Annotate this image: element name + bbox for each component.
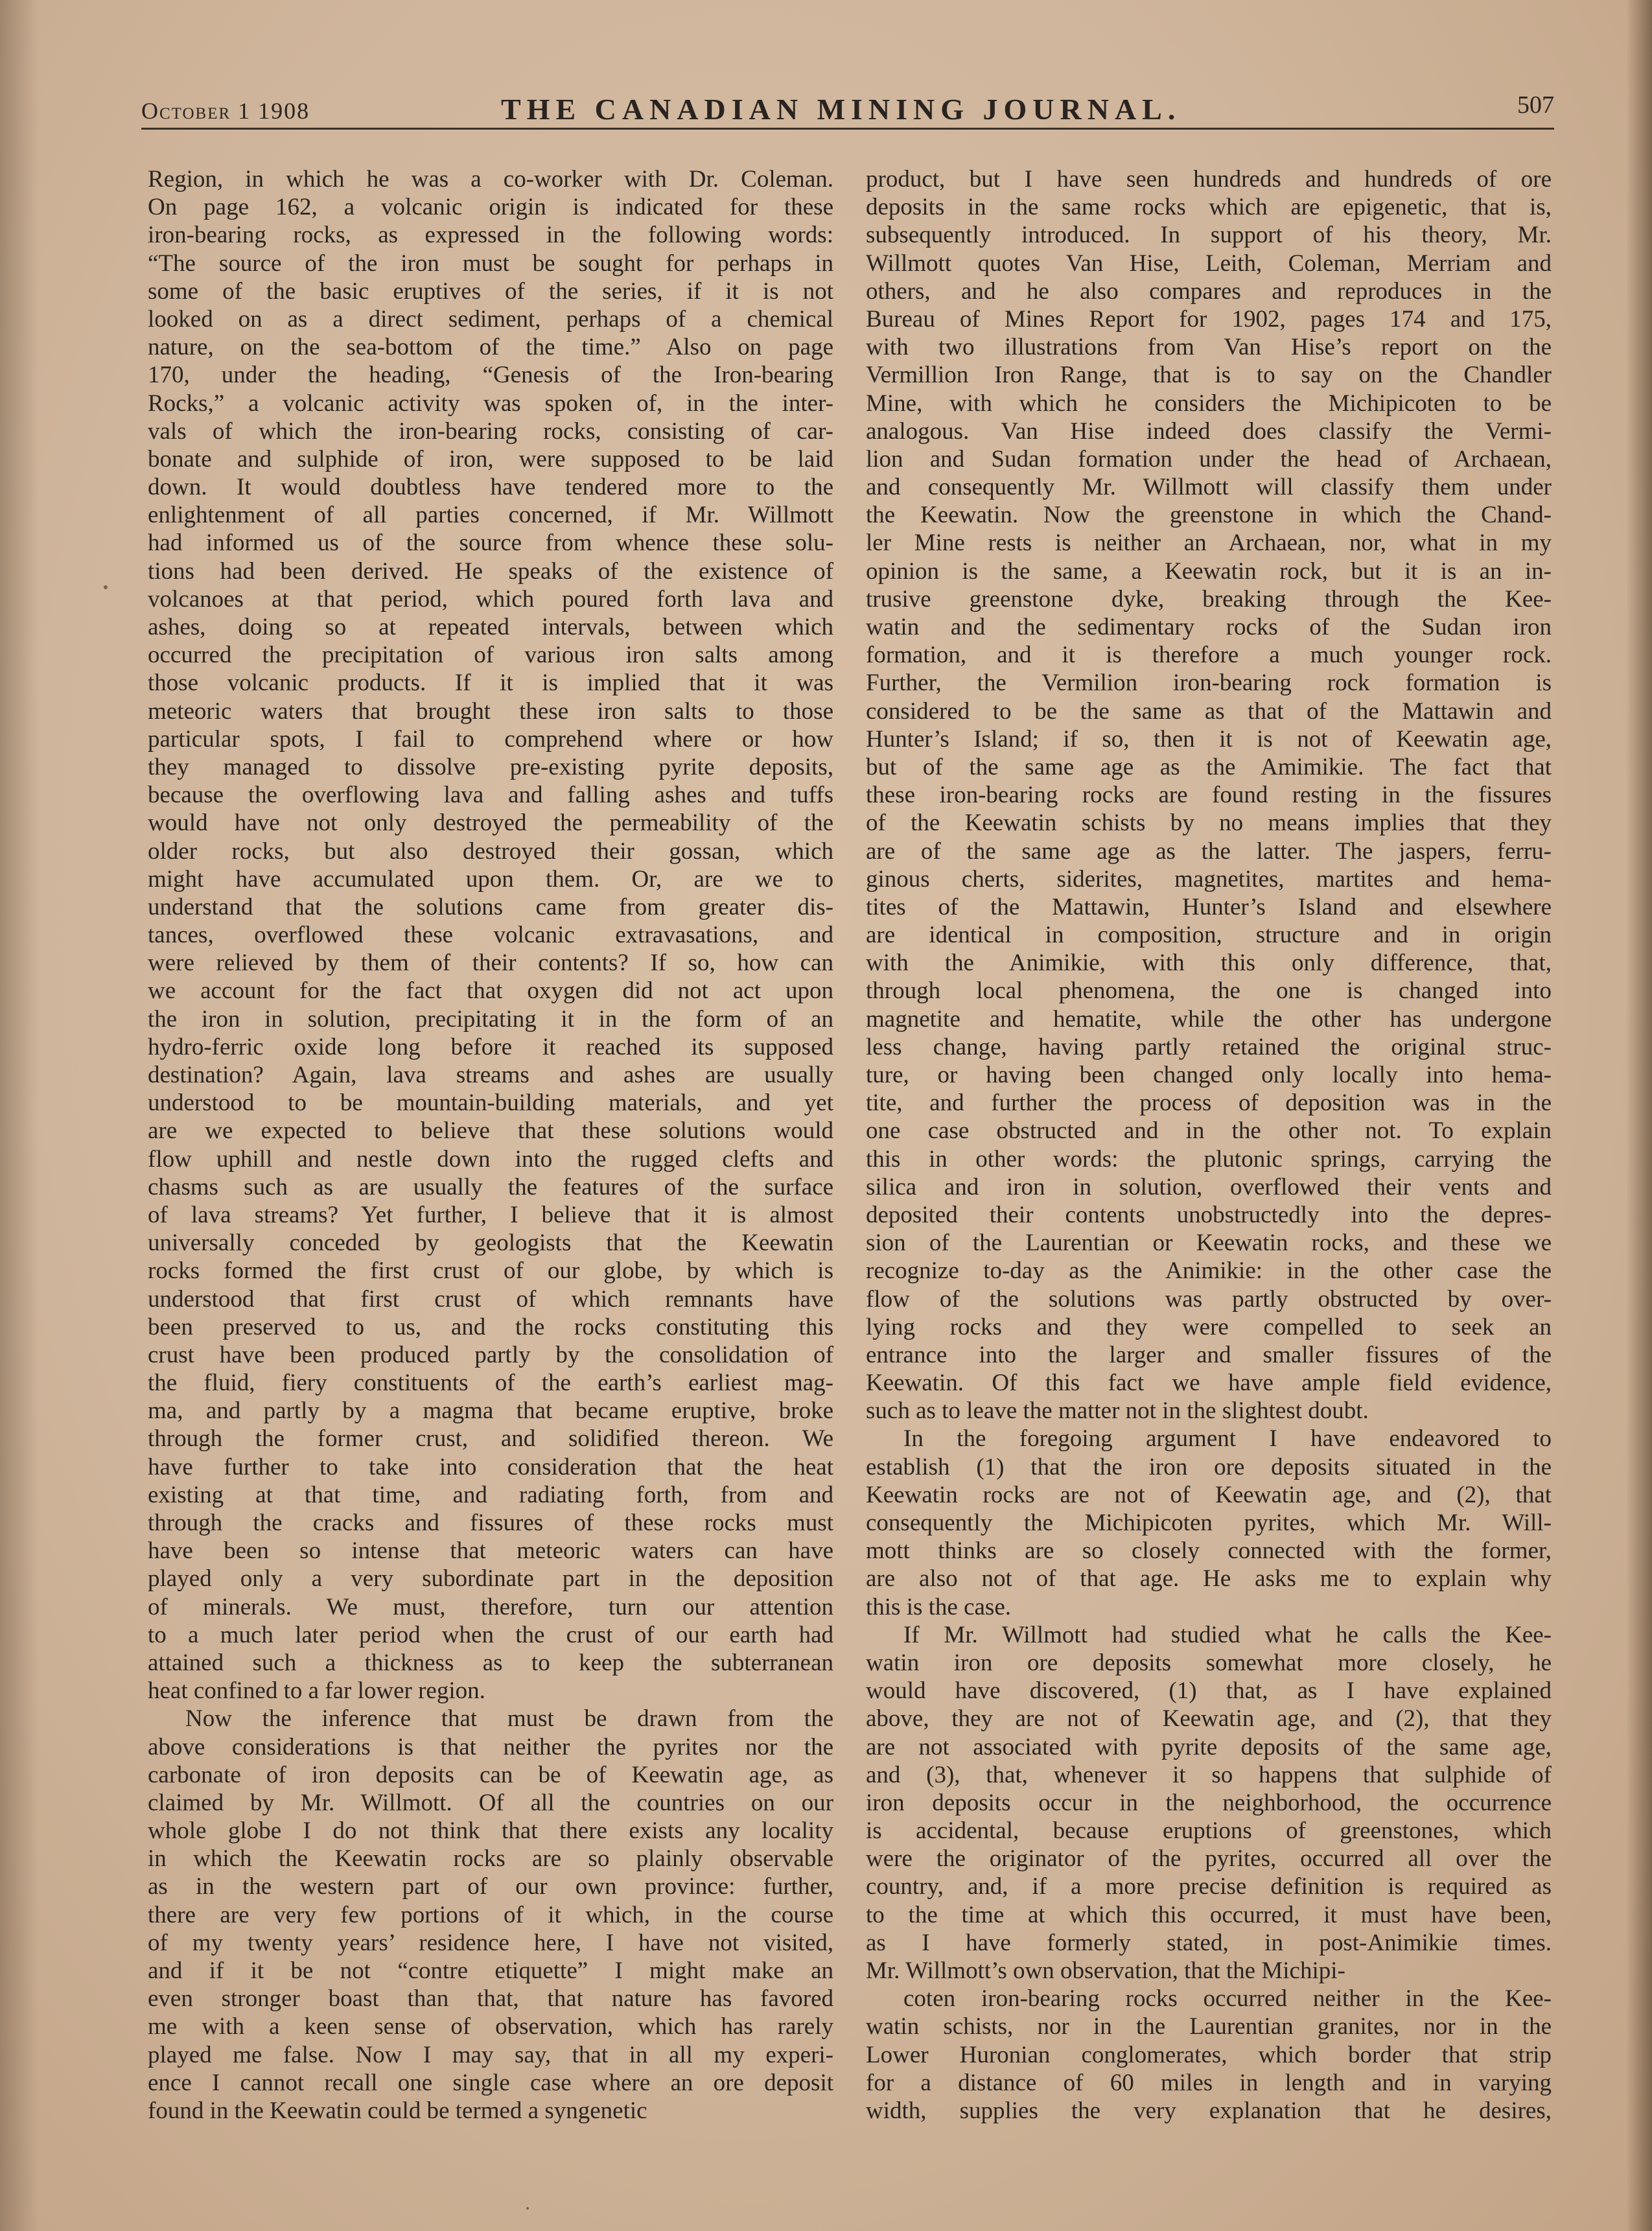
text-line: watin iron ore deposits somewhat more closely, he [866, 1649, 1552, 1676]
text-line: Lower Huronian conglomerates, which border that strip [866, 2041, 1552, 2068]
text-line: coten iron-bearing rocks occurred neither in the Kee- [903, 1985, 1552, 2013]
text-line: meteoric waters that brought these iron salts to those [148, 697, 833, 725]
text-line: Hunter’s Island; if so, then it is not of Keewatin age, [866, 725, 1552, 753]
text-line: others, and he also compares and reproduces in the [866, 277, 1552, 305]
text-line: width, supplies the very explanation that he desires, [866, 2097, 1552, 2124]
header-date: October 1 1908 [141, 98, 310, 124]
text-line: ler Mine rests is neither an Archaean, nor, what in my [866, 530, 1552, 557]
text-line: understand that the solutions came from greater dis- [148, 893, 833, 920]
text-line: Vermillion Iron Range, that is to say on the Chandler [866, 362, 1552, 389]
text-line: particular spots, I fail to comprehend where or how [148, 725, 833, 753]
text-line: heat confined to a far lower region. [148, 1677, 485, 1705]
text-line: to a much later period when the crust of our earth had [148, 1621, 833, 1648]
text-line: is accidental, because eruptions of greenstones, which [866, 1817, 1552, 1845]
text-line: ma, and partly by a magma that became eruptive, broke [148, 1397, 833, 1425]
text-line: “The source of the iron must be sought for perhaps in [148, 250, 833, 277]
text-line: these iron-bearing rocks are found resting in the fissures [866, 782, 1552, 809]
text-line: deposits in the same rocks which are epigenetic, that is, [866, 194, 1552, 221]
text-line: iron-bearing rocks, as expressed in the following words: [148, 222, 833, 249]
text-line: entrance into the larger and smaller fissures of the [866, 1341, 1552, 1368]
text-line: country, and, if a more precise definition is required as [866, 1873, 1552, 1900]
text-line: ashes, doing so at repeated intervals, between which [148, 614, 833, 640]
text-line: flow of the solutions was partly obstructed by over- [866, 1285, 1552, 1313]
page-number: 507 [1517, 91, 1554, 119]
text-line: lying rocks and they were compelled to seek an [866, 1313, 1552, 1340]
text-line: have been so intense that meteoric waters can have [148, 1537, 833, 1565]
text-line: through local phenomena, the one is changed into [866, 977, 1552, 1005]
text-line: are not associated with pyrite deposits of the same age, [866, 1733, 1552, 1760]
text-line: occurred the precipitation of various iron salts among [148, 642, 833, 669]
text-line: were the originator of the pyrites, occurred all over the [866, 1845, 1552, 1873]
right-text-column [866, 165, 1552, 2125]
text-line: vals of which the iron-bearing rocks, consisting of car- [148, 417, 833, 445]
text-line: tances, overflowed these volcanic extravasations, and [148, 922, 833, 949]
text-line: If Mr. Willmott had studied what he calls the Kee- [903, 1621, 1552, 1648]
left-text-column [148, 165, 833, 2125]
text-line: of my twenty years’ residence here, I have not visited, [148, 1929, 833, 1956]
text-line: flow uphill and nestle down into the rugged clefts and [148, 1145, 833, 1173]
text-line: consequently the Michipicoten pyrites, which Mr. Will- [866, 1510, 1552, 1536]
text-line: claimed by Mr. Willmott. Of all the countries on our [148, 1789, 833, 1816]
text-line: are we expected to believe that these solutions would [148, 1117, 833, 1145]
text-line: been preserved to us, and the rocks constituting this [148, 1313, 833, 1340]
text-line: down. It would doubtless have tendered more to the [148, 474, 833, 501]
text-line: as I have formerly stated, in post-Animikie times. [866, 1929, 1552, 1956]
text-line: such as to leave the matter not in the slightest doubt. [866, 1397, 1369, 1425]
text-line: magnetite and hematite, while the other has undergone [866, 1005, 1552, 1033]
text-line: Willmott quotes Van Hise, Leith, Coleman, Merriam and [866, 250, 1552, 277]
print-speck [104, 585, 108, 589]
text-line: Further, the Vermilion iron-bearing rock formation is [866, 670, 1552, 697]
text-line: establish (1) that the iron ore deposits situated in the [866, 1453, 1552, 1480]
text-line: this is the case. [866, 1593, 1012, 1620]
text-line: would have not only destroyed the permeability of the [148, 810, 833, 837]
text-line: existing at that time, and radiating forth, from and [148, 1481, 833, 1508]
text-line: mott thinks are so closely connected with the former, [866, 1537, 1552, 1565]
text-line: volcanoes at that period, which poured forth lava and [148, 585, 833, 613]
text-line: Region, in which he was a co-worker with Dr. Coleman. [148, 166, 833, 193]
text-line: have further to take into consideration that the heat [148, 1453, 833, 1480]
text-line: would have discovered, (1) that, as I have explained [866, 1677, 1552, 1705]
text-line: sion of the Laurentian or Keewatin rocks, and these we [866, 1230, 1552, 1257]
text-line: subsequently introduced. In support of his theory, Mr. [866, 222, 1552, 249]
text-line: analogous. Van Hise indeed does classify the Vermi- [866, 417, 1552, 445]
text-line: destination? Again, lava streams and ashes are usually [148, 1062, 833, 1088]
text-line: might have accumulated upon them. Or, are we to [148, 865, 833, 893]
text-line: Bureau of Mines Report for 1902, pages 174 and 175, [866, 305, 1552, 333]
text-line: whole globe I do not think that there exists any locality [148, 1817, 833, 1845]
text-line: Mr. Willmott’s own observation, that the Michipi- [866, 1957, 1345, 1984]
text-line: understood to be mountain-building materials, and yet [148, 1090, 833, 1117]
text-line: in which the Keewatin rocks are so plainly observable [148, 1845, 833, 1873]
text-line: the fluid, fiery constituents of the earth’s earliest mag- [148, 1370, 833, 1397]
text-line: older rocks, but also destroyed their gossan, which [148, 837, 833, 865]
text-line: silica and iron in solution, overflowed their vents and [866, 1173, 1552, 1200]
text-line: and if it be not “contre etiquette” I might make an [148, 1957, 833, 1984]
text-line: even stronger boast than that, that nature has favored [148, 1985, 833, 2013]
text-line: but of the same age as the Amimikie. The fact that [866, 753, 1552, 780]
text-line: and (3), that, whenever it so happens that sulphide of [866, 1761, 1552, 1788]
text-line: one case obstructed and in the other not. To explain [866, 1117, 1552, 1145]
text-line: lion and Sudan formation under the head of Archaean, [866, 445, 1552, 473]
text-line: understood that first crust of which remnants have [148, 1285, 833, 1313]
text-line: product, but I have seen hundreds and hundreds of ore [866, 166, 1552, 193]
text-line: tions had been derived. He speaks of the existence of [148, 557, 833, 585]
text-line: iron deposits occur in the neighborhood, the occurrence [866, 1789, 1552, 1816]
text-line: watin and the sedimentary rocks of the Sudan iron [866, 614, 1552, 640]
text-line: opinion is the same, a Keewatin rock, but it is an in- [866, 557, 1552, 585]
text-line: played me false. Now I may say, that in all my experi- [148, 2041, 833, 2068]
text-line: because the overflowing lava and falling ashes and tuffs [148, 782, 833, 809]
text-line: of the Keewatin schists by no means implies that they [866, 810, 1552, 837]
text-line: ginous cherts, siderites, magnetites, martites and hema- [866, 865, 1552, 893]
text-line: hydro-ferric oxide long before it reached its supposed [148, 1033, 833, 1060]
text-line: as in the western part of our own province: further, [148, 1873, 833, 1900]
text-line: ture, or having been changed only locally into hema- [866, 1062, 1552, 1088]
text-line: recognize to-day as the Animikie: in the other case the [866, 1257, 1552, 1285]
text-line: had informed us of the source from whence these solu- [148, 530, 833, 557]
text-line: were relieved by them of their contents? If so, how can [148, 950, 833, 977]
text-line: for a distance of 60 miles in length and in varying [866, 2069, 1552, 2096]
text-line: carbonate of iron deposits can be of Keewatin age, as [148, 1761, 833, 1788]
text-line: Rocks,” a volcanic activity was spoken of, in the inter- [148, 390, 833, 417]
text-line: nature, on the sea-bottom of the time.” Also on page [148, 334, 833, 361]
text-line: those volcanic products. If it is implied that it was [148, 670, 833, 697]
text-line: of lava streams? Yet further, I believe that it is almost [148, 1201, 833, 1228]
header-rule [141, 128, 1554, 130]
text-line: we account for the fact that oxygen did not act upon [148, 977, 833, 1005]
text-line: tites of the Mattawin, Hunter’s Island and elsewhere [866, 893, 1552, 920]
text-line: played only a very subordinate part in the deposition [148, 1565, 833, 1593]
text-line: this in other words: the plutonic springs, carrying the [866, 1145, 1552, 1173]
text-line: above, they are not of Keewatin age, and (2), that they [866, 1705, 1552, 1733]
text-line: watin schists, nor in the Laurentian granites, nor in the [866, 2013, 1552, 2040]
text-line: through the cracks and fissures of these rocks must [148, 1510, 833, 1536]
text-line: considered to be the same as that of the Mattawin and [866, 697, 1552, 725]
page-gutter-shadow [0, 0, 39, 2231]
text-line: enlightenment of all parties concerned, if Mr. Willmott [148, 502, 833, 529]
running-header [141, 84, 1554, 130]
text-line: found in the Keewatin could be termed a syngenetic [148, 2097, 647, 2124]
text-line: crust have been produced partly by the consolidation of [148, 1341, 833, 1368]
text-line: there are very few portions of it which, in the course [148, 1901, 833, 1928]
text-line: of minerals. We must, therefore, turn our attention [148, 1593, 833, 1620]
text-line: are also not of that age. He asks me to explain why [866, 1565, 1552, 1593]
text-line: bonate and sulphide of iron, were supposed to be laid [148, 445, 833, 473]
text-line: to the time at which this occurred, it must have been, [866, 1901, 1552, 1928]
text-line: tite, and further the process of deposition was in the [866, 1090, 1552, 1117]
text-line: chasms such as are usually the features of the surface [148, 1173, 833, 1200]
text-line: formation, and it is therefore a much younger rock. [866, 642, 1552, 669]
text-line: some of the basic eruptives of the series, if it is not [148, 277, 833, 305]
page-right-edge [1626, 0, 1652, 2231]
text-line: trusive greenstone dyke, breaking through the Kee- [866, 585, 1552, 613]
text-line: the iron in solution, precipitating it in the form of an [148, 1005, 833, 1033]
text-line: are identical in composition, structure and in origin [866, 922, 1552, 949]
text-line: Now the inference that must be drawn from the [185, 1705, 833, 1733]
text-line: looked on as a direct sediment, perhaps of a chemical [148, 305, 833, 333]
text-line: and consequently Mr. Willmott will classify them under [866, 474, 1552, 501]
text-line: In the foregoing argument I have endeavored to [903, 1425, 1552, 1453]
text-line: universally conceded by geologists that the Keewatin [148, 1230, 833, 1257]
text-line: they managed to dissolve pre-existing pyrite deposits, [148, 753, 833, 780]
text-line: above considerations is that neither the pyrites nor the [148, 1733, 833, 1760]
print-speck [526, 2207, 529, 2210]
text-line: Mine, with which he considers the Michipicoten to be [866, 390, 1552, 417]
text-line: Keewatin. Of this fact we have ample field evidence, [866, 1370, 1552, 1397]
text-line: Keewatin rocks are not of Keewatin age, and (2), that [866, 1481, 1552, 1508]
text-line: with the Animikie, with this only difference, that, [866, 950, 1552, 977]
text-line: rocks formed the first crust of our globe, by which is [148, 1257, 833, 1285]
text-line: me with a keen sense of observation, which has rarely [148, 2013, 833, 2040]
text-line: with two illustrations from Van Hise’s report on the [866, 334, 1552, 361]
text-line: less change, having partly retained the original struc- [866, 1033, 1552, 1060]
text-line: through the former crust, and solidified thereon. We [148, 1425, 833, 1453]
text-line: deposited their contents unobstructedly into the depres- [866, 1201, 1552, 1228]
text-line: ence I cannot recall one single case where an ore deposit [148, 2069, 833, 2096]
text-line: the Keewatin. Now the greenstone in which the Chand- [866, 502, 1552, 529]
journal-title: THE CANADIAN MINING JOURNAL. [501, 93, 1181, 126]
text-line: attained such a thickness as to keep the subterranean [148, 1649, 833, 1676]
text-line: are of the same age as the latter. The jaspers, ferru- [866, 837, 1552, 865]
text-line: 170, under the heading, “Genesis of the Iron-bearing [148, 362, 833, 389]
text-line: On page 162, a volcanic origin is indicated for these [148, 194, 833, 221]
